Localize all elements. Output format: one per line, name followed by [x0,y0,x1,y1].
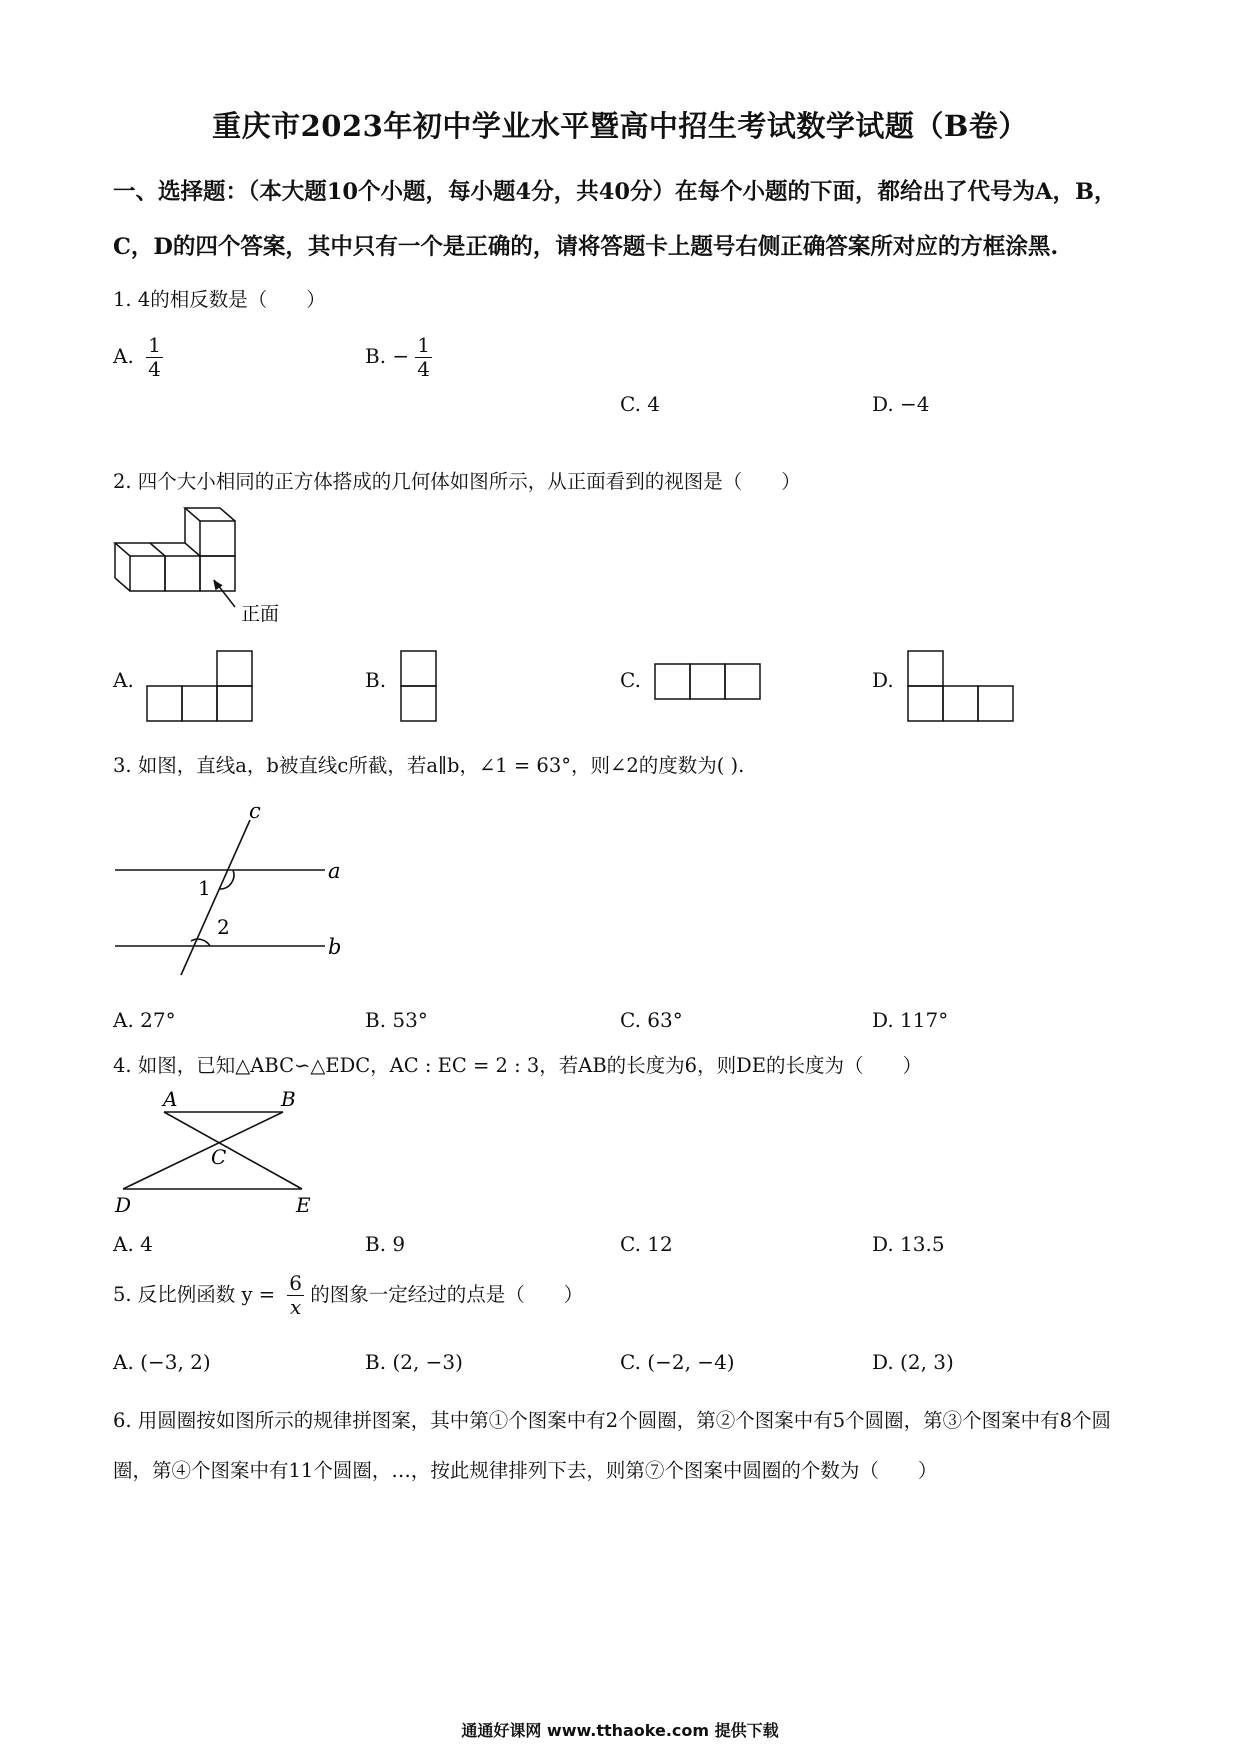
line-a-label: a [328,859,341,883]
q3-option-a: A. 27° [113,1008,176,1032]
q5-option-d: D. (2, 3) [872,1350,954,1374]
q2-option-d: D. [872,668,894,692]
fraction-denominator: 4 [417,357,430,381]
q2-option-d-view [906,645,1016,725]
stem-prefix: 5. 反比例函数 y = [113,1283,276,1306]
minus-sign: − [392,344,410,368]
angle-2-label: 2 [217,915,230,939]
q2-option-b-view [399,645,443,725]
fraction-numerator: 6 [289,1271,302,1295]
parallel-lines-figure [113,800,373,980]
q5-option-b: B. (2, −3) [365,1350,463,1374]
option-label: B. [365,344,387,368]
fraction-denominator: 4 [148,357,161,381]
section-heading: 一、选择题：（本大题10个小题，每小题4分，共40分）在每个小题的下面，都给出了代号为A，B，C，D的四个答案，其中只有一个是正确的，请将答题卡上题号右侧正确答案所对应的方框涂黑. [113,179,1117,260]
q2-option-c-view [653,660,763,704]
q1-option-a [113,334,163,381]
question-1-stem: 1. 4的相反数是（ ） [113,288,326,311]
page-footer: 通通好课网 www.tthaoke.com 提供下载 [461,1721,779,1740]
q5-option-a: A. (−3, 2) [113,1350,211,1374]
page-title: 重庆市2023年初中学业水平暨高中招生考试数学试题（B卷） [212,109,1028,143]
question-2-stem: 2. 四个大小相同的正方体搭成的几何体如图所示，从正面看到的视图是（ ） [113,470,801,493]
q3-option-c: C. 63° [620,1008,683,1032]
q3-option-d: D. 117° [872,1008,949,1032]
point-c-label: C [211,1145,227,1169]
point-d-label: D [115,1193,132,1217]
point-e-label: E [296,1193,311,1217]
figure-label: 正面 [241,603,280,625]
q3-option-b: B. 53° [365,1008,428,1032]
q1-option-d: D. −4 [872,392,930,416]
q2-option-a: A. [113,668,134,692]
q1-option-b [365,334,432,381]
point-b-label: B [281,1087,296,1111]
fraction-denominator: x [289,1295,302,1319]
fraction-numerator: 1 [148,333,161,357]
q4-option-d: D. 13.5 [872,1232,945,1256]
q2-option-b: B. [365,668,387,692]
q2-option-a-view [145,645,255,725]
angle-1-label: 1 [198,876,211,900]
question-4-stem: 4. 如图，已知△ABC∽△EDC，AC : EC = 2 : 3，若AB的长度为6，则DE的长度为（ ） [113,1054,922,1077]
question-3-stem: 3. 如图，直线a，b被直线c所截，若a∥b，∠1 = 63°，则∠2的度数为( ). [113,754,745,777]
q4-option-a: A. 4 [113,1232,153,1256]
q1-option-c: C. 4 [620,392,661,416]
question-6-stem: 6. 用圆圈按如图所示的规律拼图案，其中第①个图案中有2个圆圈，第②个图案中有5个圆圈，第③个图案中有8个圆圈，第④个图案中有11个圆圈，…，按此规律排列下去，则第⑦个图案中圆圈的个数为（ ） [113,1409,1112,1482]
fraction [146,334,163,381]
q4-option-b: B. 9 [365,1232,406,1256]
question-5-stem [113,1272,583,1319]
q4-option-c: C. 12 [620,1232,673,1256]
fraction-numerator: 1 [417,333,430,357]
q2-option-c: C. [620,668,641,692]
line-c-label: c [249,799,261,823]
point-a-label: A [163,1087,178,1111]
line-b-label: b [328,935,342,959]
stem-suffix: 的图象一定经过的点是（ ） [310,1283,584,1306]
fraction [287,1272,304,1319]
similar-triangles-figure [113,1088,333,1218]
q5-option-c: C. (−2, −4) [620,1350,735,1374]
fraction [415,334,432,381]
cube-solid-figure [113,505,313,625]
option-label: A. [113,344,134,368]
